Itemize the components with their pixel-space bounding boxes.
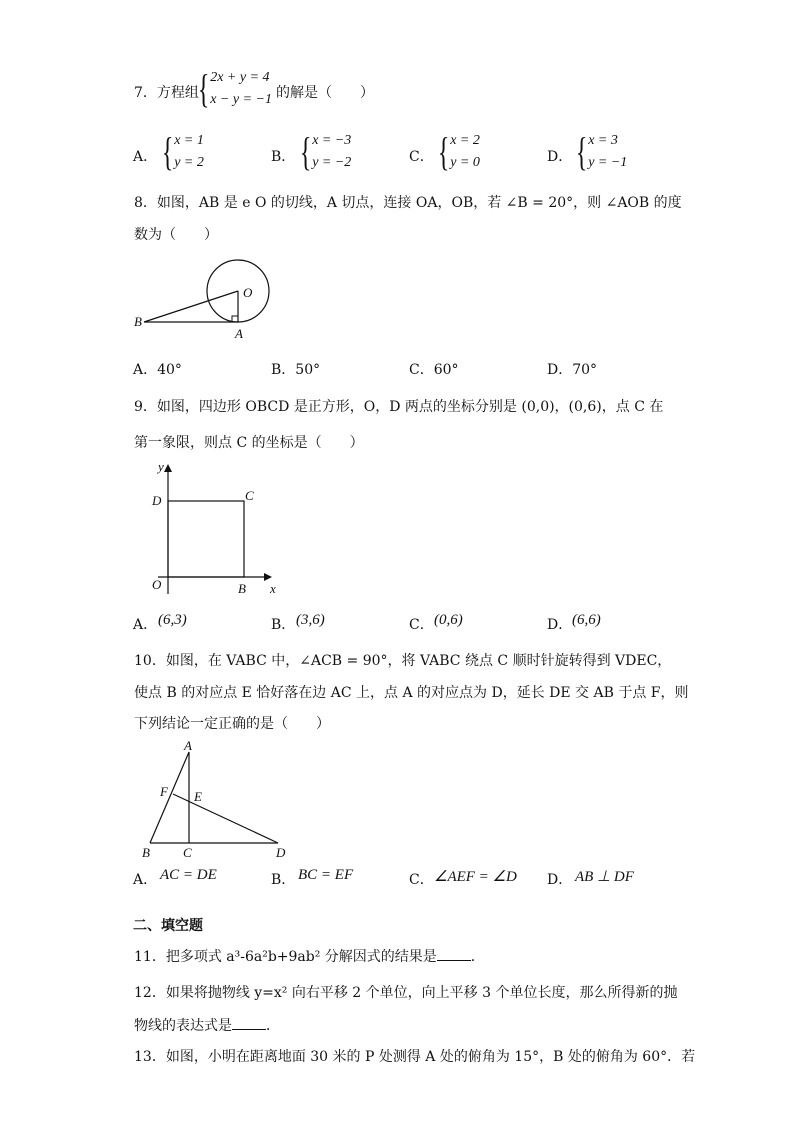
brace-icon: { [161,129,174,174]
q7-option-c-label: C． [409,149,434,165]
q11-answer-blank[interactable] [437,948,471,961]
q7-a-row2: y = 2 [174,155,204,170]
q7-b-row1: x = −3 [312,133,352,148]
q11-prompt: 11．把多项式 a³-6a²b+9ab² 分解因式的结果是 [134,949,437,965]
q10-label-b: B [142,845,150,860]
q11-text [134,946,485,966]
q9-option-d[interactable]: (6,6) [572,612,601,628]
q7-option-d[interactable] [572,130,627,174]
q10-option-c-label: C． [409,872,434,888]
q10-line-2: 使点 B 的对应点 E 恰好落在边 AC 上，点 A 的对应点为 D，延长 DE 交 AB 于点 F，则 [134,685,689,701]
q12-tail: ． [266,1018,280,1034]
q10-line-3: 下列结论一定正确的是（ ） [134,716,330,732]
q9-square [168,501,244,577]
q10-option-a-label: A． [133,872,158,888]
q7-equation-system [194,67,272,111]
q10-line-1: 10．如图，在 VABC 中，∠ACB = 90°，将 VABC 绕点 C 顺时针旋转得到 VDEC， [134,653,672,669]
q9-line-1: 9．如图，四边形 OBCD 是正方形，O，D 两点的坐标分别是 (0,0)，(0,6)，点 C 在 [134,399,664,415]
q10-label-e: E [194,789,202,804]
brace-icon: { [197,66,210,111]
q8-label-b: B [134,314,142,329]
q8-label-o: O [243,285,253,300]
q7-option-a-label: A． [133,149,158,165]
q7-option-b-label: B． [271,149,296,165]
q7-suffix: 的解是（ ） [276,85,374,101]
q8-option-c[interactable]: C．60° [409,362,459,378]
q9-option-a-label: A． [133,617,158,633]
q12-line-1: 12．如果将抛物线 y=x² 向右平移 2 个单位，向上平移 3 个单位长度，那么所得新的抛 [134,985,678,1001]
q9-option-c[interactable]: (0,6) [434,612,463,628]
q7-equation-2: x − y = −1 [210,92,272,107]
q10-label-c: C [183,845,192,860]
q8-option-d[interactable]: D．70° [547,362,598,378]
q8-label-a: A [235,326,243,341]
q9-label-x: x [270,581,276,596]
q9-label-d: D [152,493,162,508]
q12-line-2 [134,1015,280,1035]
q10-option-b[interactable]: BC = EF [298,867,354,883]
q9-label-y: y [158,459,164,474]
q10-label-f: F [160,784,168,799]
q8-figure [128,254,288,344]
q7-b-row2: y = −2 [312,155,352,170]
q9-option-b[interactable]: (3,6) [296,612,325,628]
q9-figure [140,458,290,598]
q8-option-a[interactable]: A．40° [133,362,182,378]
brace-icon: { [299,129,312,174]
brace-icon: { [437,129,450,174]
q10-label-a: A [184,738,192,753]
q12-prompt: 物线的表达式是 [134,1018,232,1034]
q9-option-a[interactable]: (6,3) [158,612,187,628]
q7-option-b[interactable] [296,130,351,174]
q7-d-row1: x = 3 [588,133,618,148]
q7-c-row2: y = 0 [450,155,480,170]
q10-figure [136,737,296,861]
q7-d-row2: y = −1 [588,155,628,170]
q12-answer-blank[interactable] [232,1017,266,1030]
q7-equation-1: 2x + y = 4 [210,70,270,85]
q7-c-row1: x = 2 [450,133,480,148]
q9-option-d-label: D． [547,617,573,633]
q10-option-a[interactable]: AC = DE [160,867,217,883]
q10-label-d: D [276,845,286,860]
q7-prefix: 7．方程组 [134,85,199,101]
q7-option-c[interactable] [434,130,480,174]
q10-segment-ba [150,752,189,843]
q9-y-arrow [164,464,172,472]
q9-label-o: O [152,577,162,592]
q9-option-c-label: C． [409,617,434,633]
q9-label-b: B [238,581,246,596]
q10-option-d-label: D． [547,872,573,888]
q7-option-a[interactable] [158,130,204,174]
q11-tail: ． [470,949,485,965]
q8-option-b[interactable]: B．50° [271,362,321,378]
q8-line-2: 数为（ ） [134,227,218,243]
brace-icon: { [575,129,588,174]
q10-option-b-label: B． [271,872,296,888]
q9-option-b-label: B． [271,617,296,633]
q7-a-row1: x = 1 [174,133,204,148]
q8-segment-bo [144,291,238,322]
q7-option-d-label: D． [547,149,573,165]
section-title: 二、填空题 [133,918,203,934]
q10-option-c[interactable]: ∠AEF = ∠D [434,869,517,885]
q9-label-c: C [245,488,254,503]
q9-x-arrow [264,573,272,581]
q8-line-1: 8．如图，AB 是 e O 的切线，A 切点，连接 OA，OB，若 ∠B = 20°，则 ∠AOB 的度 [134,195,682,211]
q9-line-2: 第一象限，则点 C 的坐标是（ ） [134,435,364,451]
q10-option-d[interactable]: AB ⊥ DF [575,869,634,885]
q13-line-1: 13．如图，小明在距离地面 30 米的 P 处测得 A 处的俯角为 15°，B 处的俯角为 60°．若 [134,1049,696,1065]
